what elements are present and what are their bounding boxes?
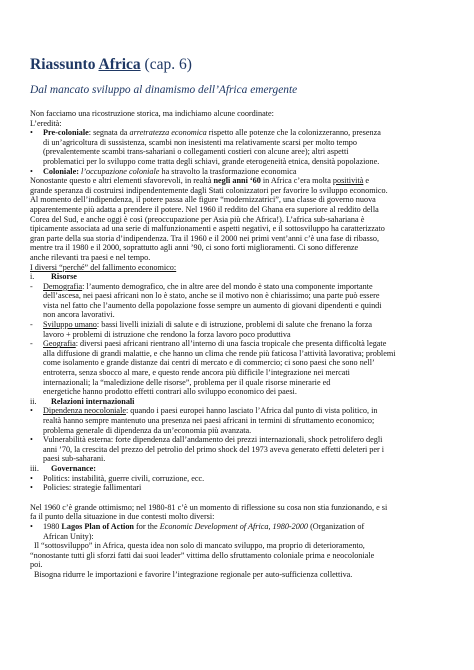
precoloniale-item: • Pre-coloniale: segnata da arretratezza economica rispetto alle potenze che la colonizzeranno, presenza [30,128,381,138]
precoloniale-line: (prevalentemente scambi trans-sahariani o collegamenti costieri con alcune aree); altri aspetti [43,147,349,157]
dipendenza-line: problema generale di dipendenza da un’economia più avanzata. [43,425,252,435]
dipendenza-line: realtà hanno sempre mantenuto una presenza nei paesi africani in termini di sfruttamento economico; [43,416,375,425]
title-cap: (cap. 6) [140,56,192,73]
para2-line: fa il punto della situazione in due contesti molto diversi: [30,512,215,522]
sviluppo-item: - Sviluppo umano: bassi livelli iniziali di salute e di istruzione, problemi di salute che frenano la forza [30,320,373,330]
demografia-item: - Demografia: l’aumento demografico, che in altre aree del mondo è stato una componente importante [30,281,373,291]
demografia-line: non ancora lavorativi. [43,310,115,320]
bullet-icon: • [30,166,33,176]
precoloniale-line: problematici per lo sviluppo come tratta degli schiavi, grande eterogeneità etnica, densità popolazione. [43,156,380,166]
geografia-item: - Geografia: diversi paesi africani rientrano all’interno di una fascia tropicale che presenta difficoltà legate [30,339,387,349]
page-subtitle: Dal mancato sviluppo al dinamismo dell’Africa emergente [30,84,298,96]
para1-line: apparentemente più adatta a prendere il potere. Nel 1960 il reddito del Ghana era superiore al reddito della [30,204,379,214]
para1-line: anche rilevanti tra paesi e nel tempo. [30,252,151,262]
para1-line: mentre tra il 1980 e il 2000, soprattutto agli anni ’90, ci sono forti miglioramenti. Ci sono differenze [30,243,359,253]
lagos-line: African Unity): [43,531,94,541]
bullet-icon: • [30,128,33,138]
bullet-icon: • [30,435,33,445]
title-africa: Africa [98,56,141,73]
bullet-icon: • [30,521,33,531]
geografia-line: alla diffusione di grandi malattie, e che hanno un clima che rende più faticosa l’attività lavorativa; problemi [43,348,396,358]
document-body [30,109,430,580]
bullet-icon: • [30,406,33,416]
demografia-line: dell’ascesa, nei paesi africani non lo è stato, anche se il motivo non è chiarissimo; una parte può essere [43,291,380,301]
bullet-icon: • [30,473,33,483]
precoloniale-line: di un’agricoltura di sussistenza, scambi non inesistenti ma relativamente scarsi per molto tempo [43,137,357,147]
governance-heading: iii. Governance: [30,463,97,473]
bisogna-line: Bisogna ridurre le importazioni e favorire l’integrazione regionale per auto-sufficienza collettiva. [34,569,353,579]
geografia-line: energetiche hanno prodotto effetti contrari allo sviluppo economico dei paesi. [43,387,297,397]
sottosviluppo-line: Il “sottosviluppo” in Africa, questa idea non solo di mancato sviluppo, ma proprio di deterioramento, [34,541,365,551]
para1-line: Al momento dell’indipendenza, il potere passa alle figure “modernizzatrici”, una classe di governo nuova [30,195,376,205]
dash-icon: - [30,281,33,291]
para1-line: gran parte della sua storia d’indipendenza. Tra il 1960 e il 2000 nei primi vent’anni c’è una fase di ribasso, [30,233,380,243]
vulnerabilita-item: • Vulnerabilità esterna: forte dipendenza dall’andamento dei prezzi internazionali, shock petrolifero degli [30,435,383,445]
vulnerabilita-line: paesi sub-saharani. [43,454,106,464]
risorse-heading: i. Risorse [30,272,77,282]
para1-line: Corea del Sud, e anche oggi è così (preoccupazione per Asia più che Africa!). L’africa sub-sahariana è [30,214,365,224]
intro-line: Non facciamo una ricostruzione storica, ma indichiamo alcune coordinate: [30,109,274,118]
dash-icon: - [30,339,33,349]
sviluppo-line: lavoro + problemi di istruzione che rendono la forza lavoro poco produttiva [43,329,291,339]
dipendenza-item: • Dipendenza neocoloniale: quando i paesi europei hanno lasciato l’Africa dal punto di vista politico, in [30,406,378,416]
bullet-icon: • [30,483,33,493]
paragraph-gap [30,493,430,503]
para1-line: Nonostante questo e altri elementi sfavorevoli, in realtà negli anni ‘60 in Africa c’era molta positività e [30,176,370,186]
para2-line: Nel 1960 c’è grande ottimismo; nel 1980-81 c’è un momento di riflessione su cosa non stia funzionando, e si [30,502,388,512]
page-title [30,56,430,74]
vulnerabilita-line: anni ’70, la crescita del prezzo del petrolio del primo shock del 1973 aveva generato effetti deleteri per i [43,444,385,454]
governance-item: • Policies: strategie fallimentari [30,483,142,493]
para1-line: grande speranza di costruirsi indipendentemente dagli Stati colonizzatori per favorire lo sviluppo economico. [30,185,388,195]
eredita-line: L’eredità: [30,118,62,128]
sottosviluppo-line: “nonostante tutti gli sforzi fatti dai suoi leader” vittima dello sfruttamento coloniale prima e neocoloniale [30,550,375,560]
relazioni-heading: ii. Relazioni internazionali [30,396,135,406]
coloniale-item: • Coloniale: l’occupazione coloniale ha stravolto la trasformazione economica [30,166,297,176]
dash-icon: - [30,320,33,330]
geografia-line: come isolamento e grande distanze dai centri di mercato e di commercio; ci sono paesi che sono nell’ [43,358,375,368]
lagos-item: • 1980 Lagos Plan of Action for the Economic Development of Africa, 1980-2000 (Organization of [30,521,365,531]
title-main: Riassunto [30,56,99,73]
para1-line: tipicamente associata ad una serie di malfunzionamenti e aspetti negativi, e il sottosviluppo ha caratterizzato [30,224,385,234]
geografia-line: internazionali; la “maledizione delle risorse”, problema per il quale risorse minerarie ed [43,377,331,387]
demografia-line: vista nel fatto che l’aumento della popolazione fosse sempre un aumento di giovani dipendenti e quindi [43,300,382,310]
sottosviluppo-line: poi. [30,560,43,570]
governance-item: • Politics: instabilità, guerre civili, corruzione, ecc. [30,473,205,483]
diversi-heading: I diversi “perché” del fallimento economico: [30,262,177,272]
geografia-line: entroterra, senza sbocco al mare, e questo rende ancora più difficile l’integrazione nei mercati [43,368,350,378]
